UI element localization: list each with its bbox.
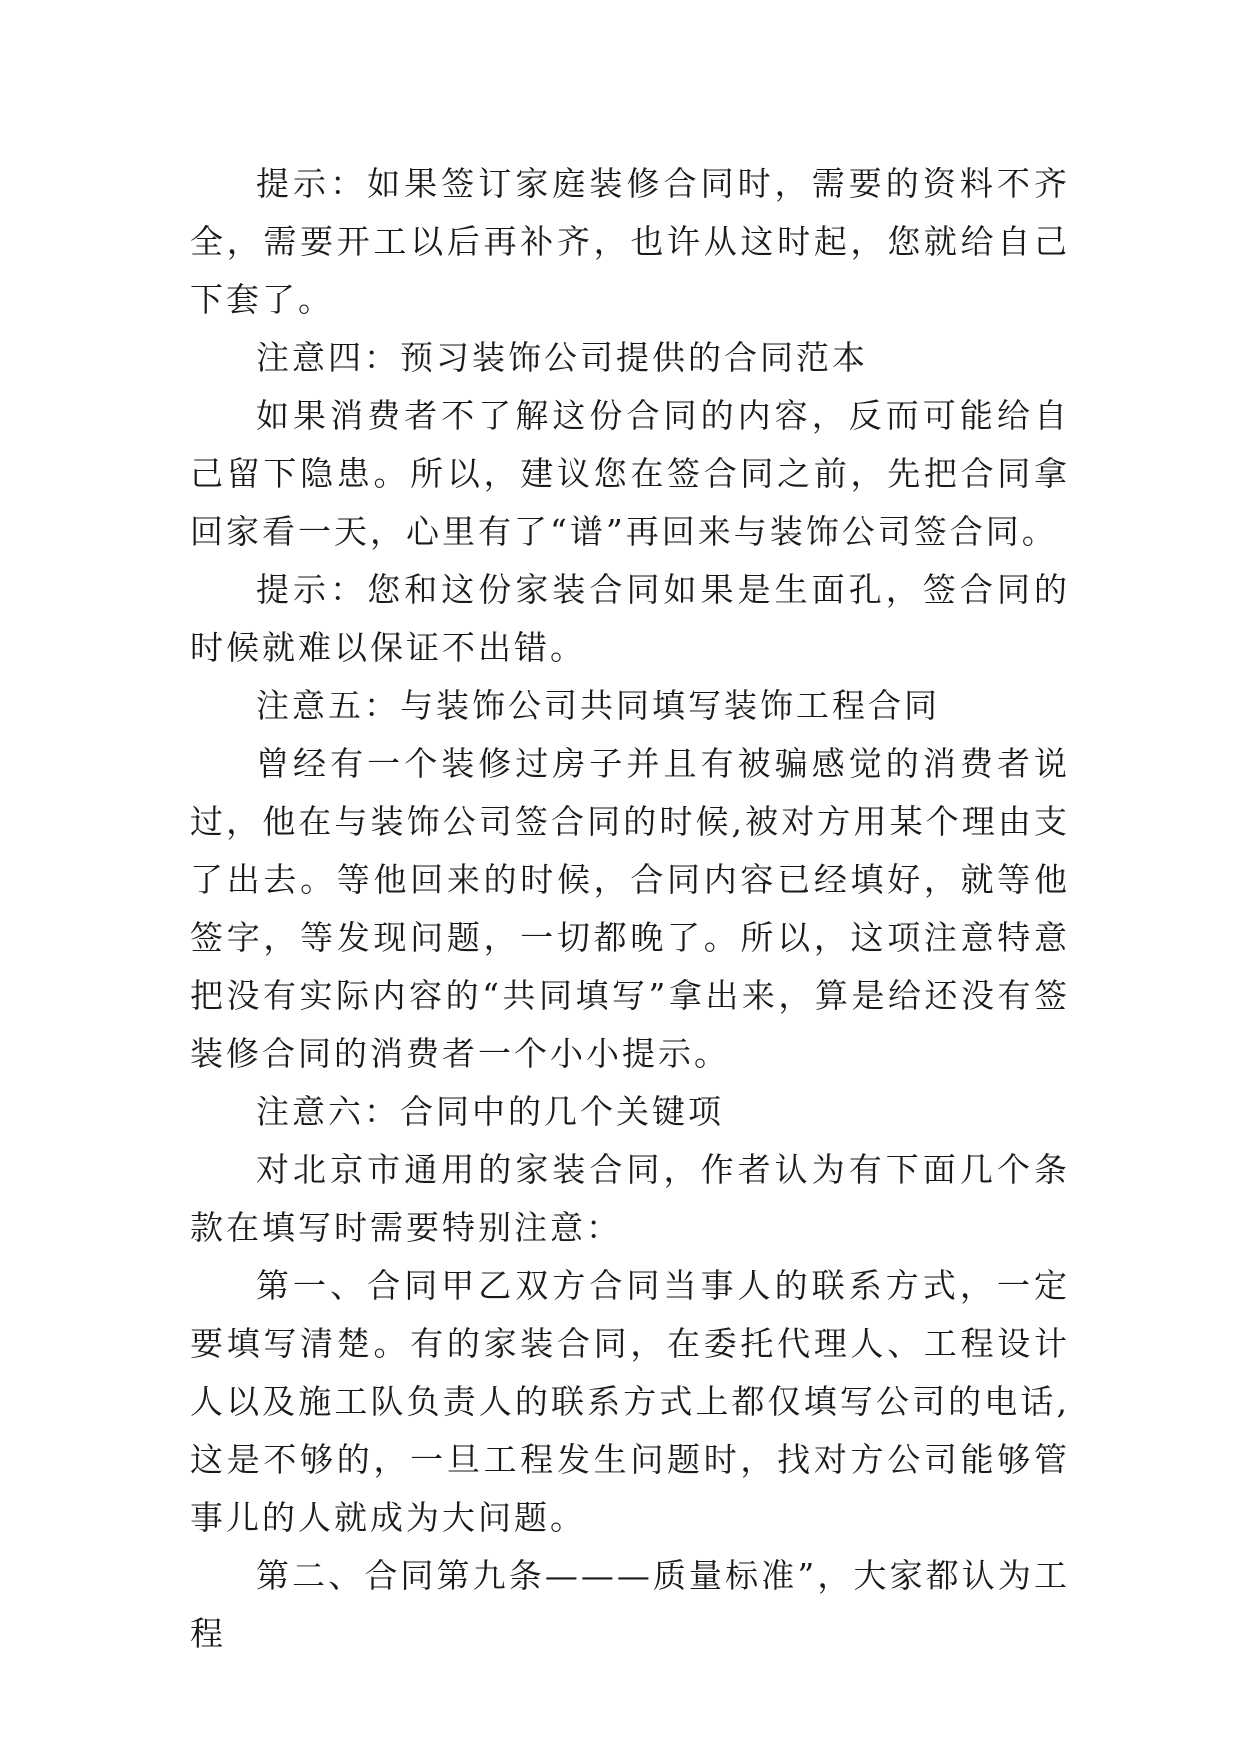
heading-note-five: 注意五：与装饰公司共同填写装饰工程合同 [256, 686, 940, 725]
paragraph-joint-filling: 曾经有一个装修过房子并且有被骗感觉的消费者说过，他在与装饰公司签合同的时候,被对方用某个理由支了出去。等他回来的时候，合同内容已经填好，就等他签字，等发现问题，一切都晚了。所以，这项注意特意把没有实际内容的“共同填写”拿出来，算是给还没有签装修合同的消费者一个小小提示。 [190, 744, 1070, 1073]
paragraph-tip-unfamiliar: 提示：您和这份家装合同如果是生面孔，签合同的时候就难以保证不出错。 [190, 570, 1070, 667]
heading-note-six: 注意六：合同中的几个关键项 [256, 1092, 724, 1131]
paragraph-clause-first: 第一、合同甲乙双方合同当事人的联系方式，一定要填写清楚。有的家装合同，在委托代理人、工程设计人以及施工队负责人的联系方式上都仅填写公司的电话,这是不够的，一旦工程发生问题时，找对方公司能够管事儿的人就成为大问题。 [190, 1266, 1070, 1537]
heading-note-four: 注意四：预习装饰公司提供的合同范本 [256, 338, 868, 377]
paragraph-key-clauses-intro: 对北京市通用的家装合同，作者认为有下面几个条款在填写时需要特别注意： [190, 1150, 1070, 1247]
paragraph-contract-preview: 如果消费者不了解这份合同的内容，反而可能给自己留下隐患。所以，建议您在签合同之前，先把合同拿回家看一天，心里有了“谱”再回来与装饰公司签合同。 [190, 396, 1070, 551]
paragraph-tip-materials: 提示：如果签订家庭装修合同时，需要的资料不齐全，需要开工以后再补齐，也许从这时起，您就给自己下套了。 [190, 164, 1070, 319]
paragraph-clause-second: 第二、合同第九条———质量标准”，大家都认为工程 [190, 1556, 1070, 1653]
document-body [190, 155, 1070, 1663]
